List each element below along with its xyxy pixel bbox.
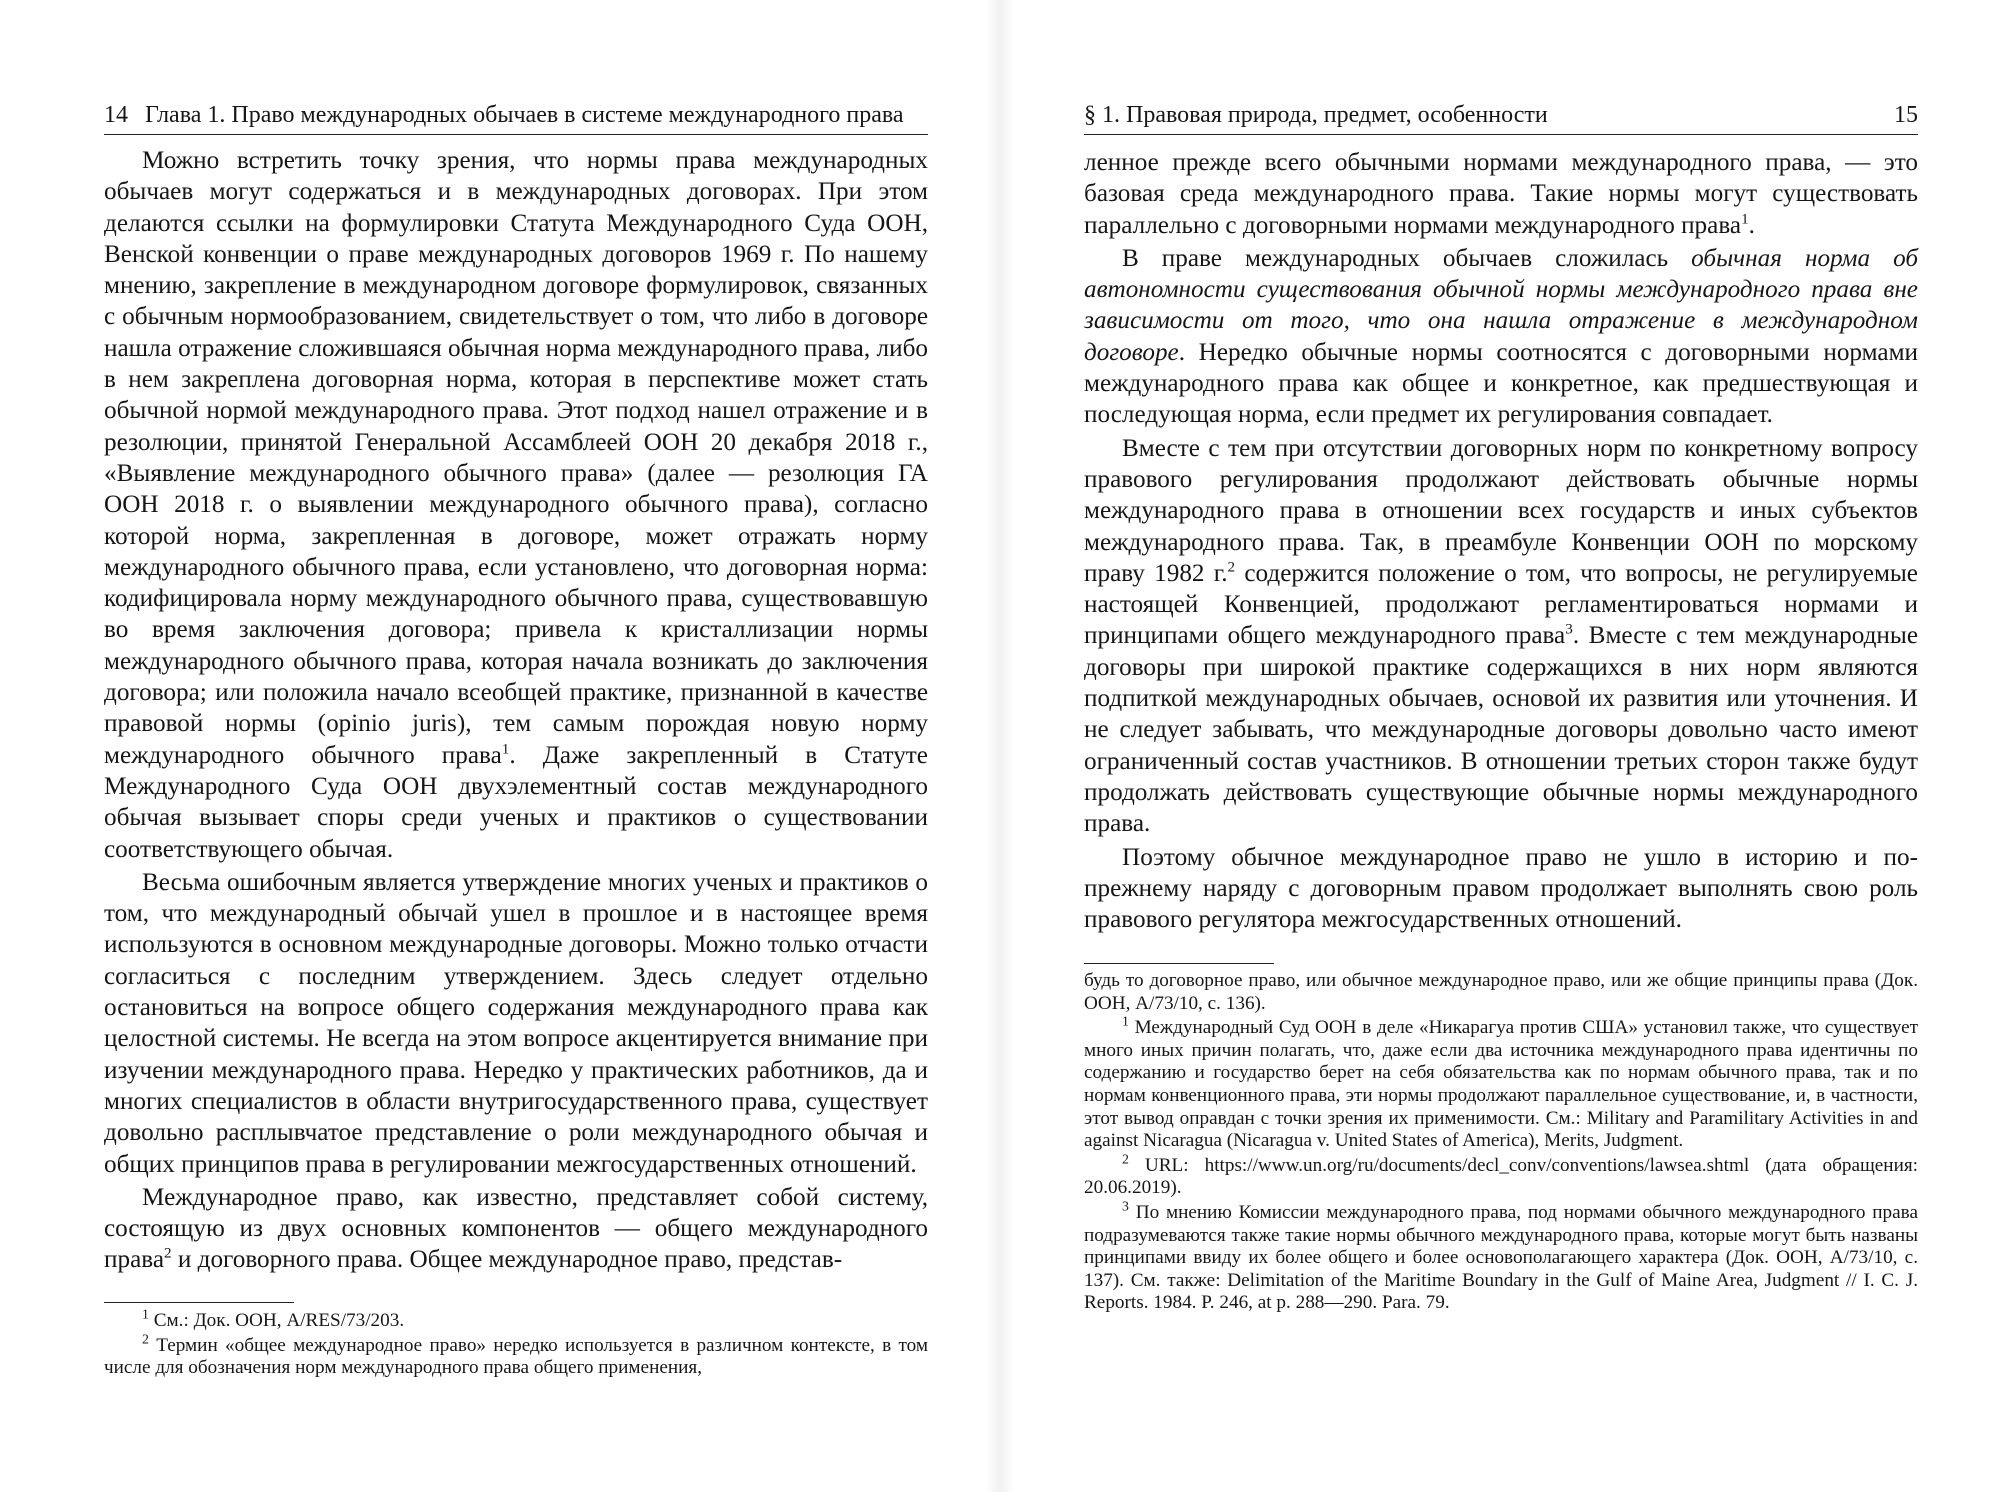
footnote-2: $^2$ URL: https://www.un.org/ru/documents/decl_conv/conventions/lawsea.shtml (дата обращения: 20.06.2019). <box>1084 1151 1918 1199</box>
right-paragraph-1: ленное прежде всего обычными нормами международного права, — это базовая среда международного права. Такие нормы могут существовать параллельно с договорными нормами международного права$^1$. <box>1084 149 1918 239</box>
right-paragraph-4: Поэтому обычное международное право не ушло в историю и по-прежнему наряду с договорным правом продолжает выполнять свою роль правового регулятора межгосударственных отношений. <box>1084 843 1918 934</box>
left-header-rule <box>104 134 928 135</box>
footnote-ref: 3 <box>1565 622 1573 639</box>
footnote-ref: 1 <box>1741 211 1749 228</box>
right-paragraph-3: Вместе с тем при отсутствии договорных норм по конкретному вопросу правового регулирования продолжают действовать обычные нормы международного права в отношении всех государств и иных субъектов международного права. Так, в преамбуле Конвенции ООН по морскому праву 1982 г.$^2$ содержится положение о том, что вопросы, не регулируемые настоящей Конвенцией, продолжают регламентироваться нормами и принципами общего международного права$^3$. Вместе с тем международные договоры при широкой практике содержащихся в них норм являются подпиткой международных обычаев, основой их развития или уточнения. И не следует забывать, что международные договоры довольно часто имеют ограниченный состав участников. В отношении третьих сторон также будут продолжать действовать существующие обычные нормы международного права. <box>1084 434 1918 838</box>
left-running-title: Глава 1. Право международных обычаев в системе международного права <box>145 102 904 128</box>
footnote-ref: 2 <box>1227 559 1236 576</box>
right-footnote-rule <box>1084 963 1274 964</box>
left-paragraph-2: Весьма ошибочным является утверждение многих ученых и практиков о том, что международный обычай ушел в прошлое и в настоящее время используются в основном международные договоры. Можно только отчасти согласиться с последним утверждением. Здесь следует отдельно остановиться на вопросе общего содержания международного права как целостной системы. Не всегда на этом вопросе акцентируется внимание при изучении международного права. Нередко у практических работников, да и многих специалистов в области внутригосударственного права, существует довольно расплывчатое представление о роли международного обычая и общих принципов права в регулировании межгосударственных отношений. <box>104 868 928 1178</box>
left-page-header <box>104 98 928 132</box>
footnote-1: $^1$ См.: Док. ООН, A/RES/73/203. <box>142 1306 405 1331</box>
italic-emphasis: обычная норма об автономности существования обычной нормы международного права вне зависимости от того, что она нашла отражение в международном договоре <box>1084 244 1918 366</box>
left-paragraph-1: Можно встретить точку зрения, что нормы права международных обычаев могут содержаться и в международных договорах. При этом делаются ссылки на формулировки Статута Международного Суда ООН, Венской конвенции о праве международных договоров 1969 г. По нашему мнению, закрепление в международном договоре формулировок, связанных с обычным нормообразованием, свидетельствует о том, что либо в договоре нашла отражение сложившаяся обычная норма международного права, либо в нем закреплена договорная норма, которая в перспективе может стать обычной нормой международного права. Этот подход нашел отражение и в резолюции, принятой Генеральной Ассамблеей ООН 20 декабря 2018 г., «Выявление международного обычного права» (далее — резолюция ГА ООН 2018 г. о выявлении международного обычного права), согласно которой норма, закрепленная в договоре, может отражать норму международного обычного права, если установлено, что договорная норма: кодифицировала норму международного обычного права, существовавшую во время заключения договора; привела к кристаллизации нормы международного обычного права, которая начала возникать до заключения договора; или положила начало всеобщей практике, признанной в качестве правовой нормы (opinio juris), тем самым порождая новую норму международного обычного права$^1$. Даже закрепленный в Статуте Международного Суда ООН двухэлементный состав международного обычая вызывает споры среди ученых и практиков о существовании соответствующего обычая. <box>104 147 928 863</box>
left-paragraph-3: Международное право, как известно, представляет собой систему, состоящую из двух основных компонентов — общего международного права$^2$ и договорного права. Общее международное право, представ- <box>104 1183 928 1274</box>
left-page-number: 14 <box>104 102 128 128</box>
right-header-rule <box>1084 134 1918 135</box>
right-running-title: § 1. Правовая природа, предмет, особенности <box>1084 102 1548 128</box>
footnote-ref: 2 <box>164 1246 172 1262</box>
footnote-1: $^1$ Международный Суд ООН в деле «Никарагуа против США» установил также, что существует много иных причин полагать, что, даже если два источника международного права идентичны по содержанию и государство берет на себя обязательства как по нормам обычного права, так и по нормам конвенционного права, эти нормы продолжают параллельное существование, и, в частности, этот вывод оправдан с точки зрения их применимости. См.: Military and Paramilitary Activities in and against Nicaragua (Nicaragua v. United States of America), Merits, Judgment. <box>1084 1013 1918 1152</box>
footnote-3: $^3$ По мнению Комиссии международного права, под нормами обычного международного права подразумеваются также такие нормы обычного международного права, которые могут быть названы принципами ввиду их более общего и более основополагающего характера (Док. ООН, A/73/10, с. 137). См. также: Delimitation of the Maritime Boundary in the Gulf of Maine Area, Judgment // I. C. J. Reports. 1984. P. 246, at p. 288—290. Para. 79. <box>1084 1198 1918 1314</box>
footnote-ref: 1 <box>501 741 510 758</box>
footnote-2: $^2$ Термин «общее международное право» нередко используется в различном контексте, в том числе для обозначения норм международного права общего применения, <box>104 1331 928 1379</box>
left-page-body <box>104 145 928 1278</box>
right-paragraph-2: В праве международных обычаев сложилась обычная норма об автономности существования обычной нормы международного права вне зависимости от того, что она нашла отражение в международном договоре. Нередко обычные нормы соотносятся с договорными нормами международного права как общее и конкретное, как предшествующая и последующая норма, если предмет их регулирования совпадает. <box>1084 244 1918 429</box>
left-footnote-rule <box>104 1302 294 1303</box>
right-page <box>1000 0 2000 1492</box>
right-footnotes <box>1084 970 1918 1317</box>
left-footnotes <box>104 1306 928 1382</box>
right-page-number: 15 <box>1894 102 1918 128</box>
footnote-continuation: будь то договорное право, или обычное международное право, или же общие принципы права (Док. ООН, A/73/10, с. 136). <box>1084 970 1918 1014</box>
right-page-body <box>1084 147 1918 937</box>
right-page-header <box>1084 98 1918 132</box>
